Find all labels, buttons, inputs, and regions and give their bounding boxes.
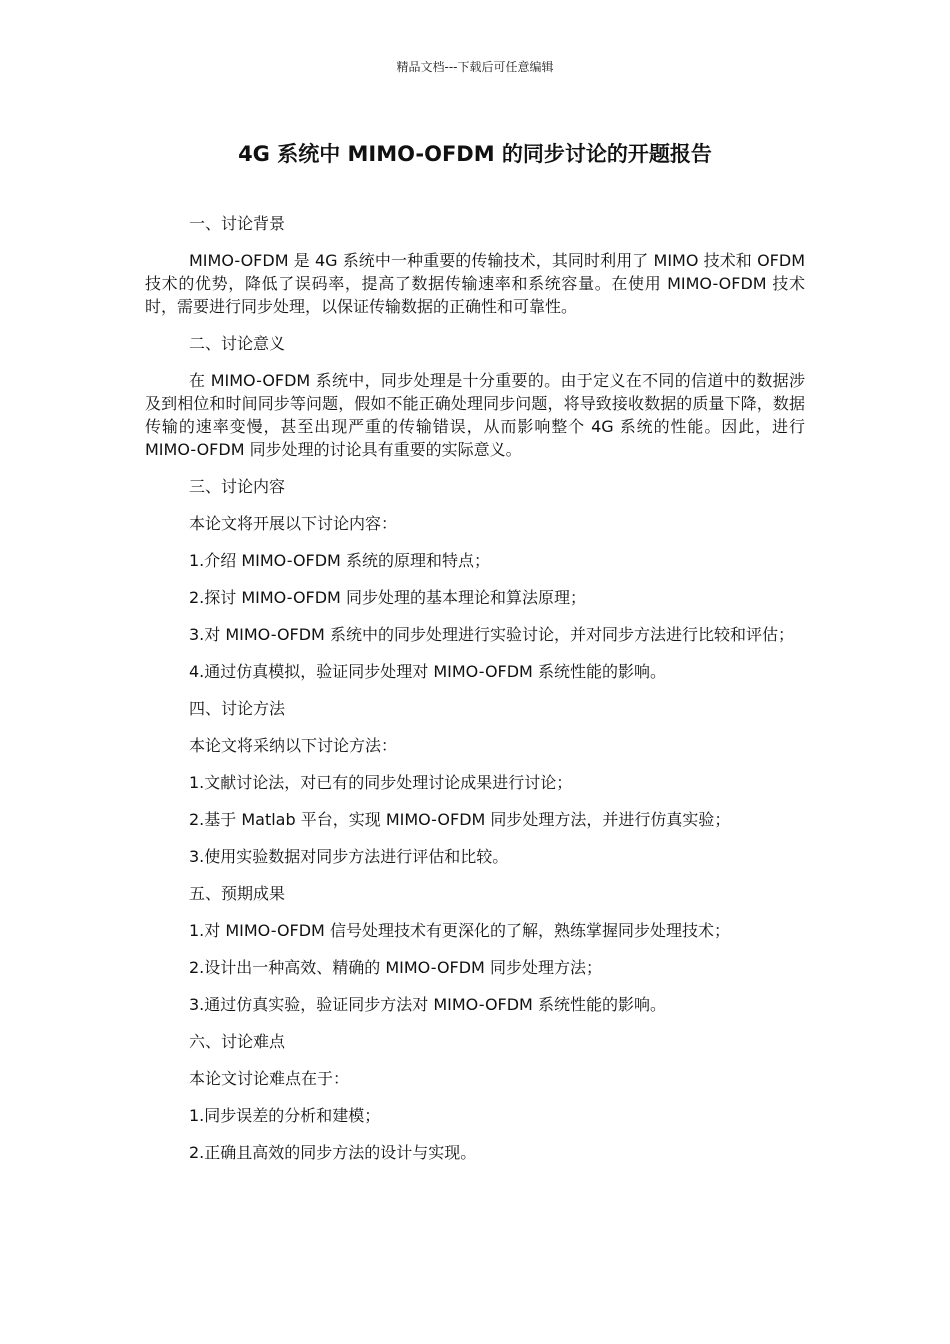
list-item-method-1: 1.文献讨论法，对已有的同步处理讨论成果进行讨论；	[189, 773, 573, 792]
list-item-difficulty-2: 2.正确且高效的同步方法的设计与实现。	[189, 1143, 477, 1162]
list-item-outcome-3: 3.通过仿真实验，验证同步方法对 MIMO-OFDM 系统性能的影响。	[189, 995, 666, 1014]
paragraph-content-intro: 本论文将开展以下讨论内容：	[189, 514, 398, 533]
section-heading-background: 一、讨论背景	[189, 214, 286, 233]
list-item-method-3: 3.使用实验数据对同步方法进行评估和比较。	[189, 847, 509, 866]
paragraph-background: MIMO-OFDM 是 4G 系统中一种重要的传输技术，其同时利用了 MIMO 技术和 OFDM 技术的优势，降低了误码率，提高了数据传输速率和系统容量。在使用 MIMO-OFDM 技术时，需要进行同步处理，以保证传输数据的正确性和可靠性。	[145, 251, 805, 316]
list-item-outcome-1: 1.对 MIMO-OFDM 信号处理技术有更深化的了解，熟练掌握同步处理技术；	[189, 921, 730, 940]
list-item-content-3: 3.对 MIMO-OFDM 系统中的同步处理进行实验讨论，并对同步方法进行比较和评估；	[189, 625, 794, 644]
paragraph-significance: 在 MIMO-OFDM 系统中，同步处理是十分重要的。由于定义在不同的信道中的数据涉及到相位和时间同步等问题，假如不能正确处理同步问题，将导致接收数据的质量下降，数据传输的速率变慢，甚至出现严重的传输错误，从而影响整个 4G 系统的性能。因此，进行 MIMO-OFDM 同步处理的讨论具有重要的实际意义。	[145, 371, 805, 459]
document-body	[145, 212, 805, 1164]
list-item-content-2: 2.探讨 MIMO-OFDM 同步处理的基本理论和算法原理；	[189, 588, 586, 607]
document-title: 4G 系统中 MIMO-OFDM 的同步讨论的开题报告	[238, 142, 712, 166]
header-note: 精品文档---下载后可任意编辑	[396, 60, 554, 74]
section-heading-significance: 二、讨论意义	[189, 334, 286, 353]
section-heading-difficulties: 六、讨论难点	[189, 1032, 286, 1051]
section-heading-outcomes: 五、预期成果	[189, 884, 286, 903]
list-item-content-1: 1.介绍 MIMO-OFDM 系统的原理和特点；	[189, 551, 490, 570]
section-heading-method: 四、讨论方法	[189, 699, 286, 718]
list-item-outcome-2: 2.设计出一种高效、精确的 MIMO-OFDM 同步处理方法；	[189, 958, 602, 977]
paragraph-method-intro: 本论文将采纳以下讨论方法：	[189, 736, 398, 755]
list-item-difficulty-1: 1.同步误差的分析和建模；	[189, 1106, 381, 1125]
list-item-method-2: 2.基于 Matlab 平台，实现 MIMO-OFDM 同步处理方法，并进行仿真实验；	[189, 810, 731, 829]
section-heading-content: 三、讨论内容	[189, 477, 286, 496]
paragraph-difficulties-intro: 本论文讨论难点在于：	[189, 1069, 350, 1088]
list-item-content-4: 4.通过仿真模拟，验证同步处理对 MIMO-OFDM 系统性能的影响。	[189, 662, 666, 681]
